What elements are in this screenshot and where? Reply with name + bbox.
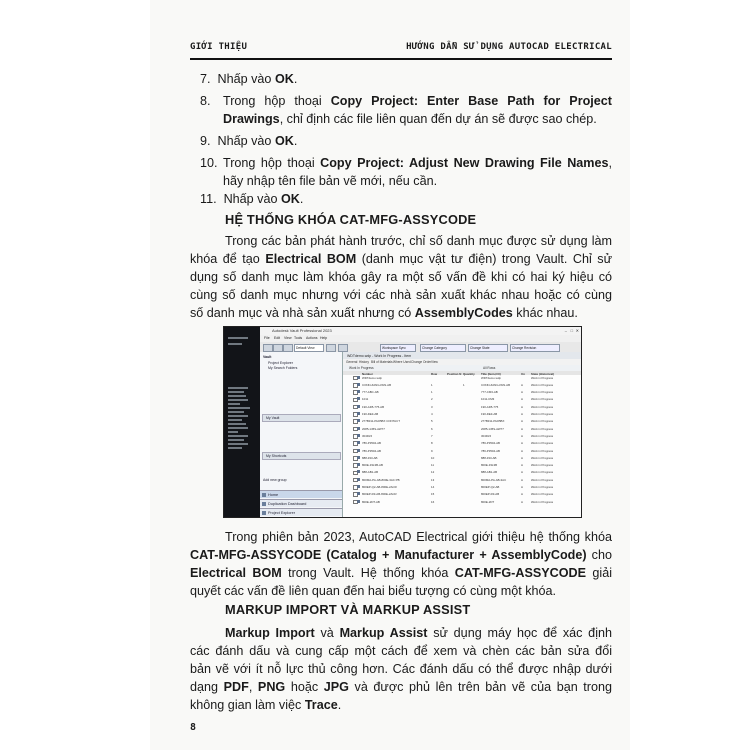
cell: 800EP-R3-AB-800E-2ACR — [362, 492, 397, 497]
table-row[interactable] — [343, 499, 581, 503]
home-icon — [262, 493, 266, 497]
table-row[interactable] — [343, 419, 581, 423]
cell: Work in Progress — [531, 470, 554, 475]
tree-search-folders[interactable]: My Search Folders — [268, 366, 298, 370]
cell: 2 — [431, 397, 433, 402]
cell: 888-AB1-AB — [362, 470, 379, 475]
cell: Work in Progress — [531, 477, 554, 482]
cell: 800E-2DT-AB — [362, 499, 380, 504]
step-8-line1: Trong hộp thoại Copy Project: Enter Base Path for Project — [223, 94, 612, 108]
step-10-line1: Trong hộp thoại Copy Project: Adjust New Drawing File Names, — [223, 156, 612, 170]
item-icon — [357, 376, 360, 379]
left-pane — [260, 352, 343, 517]
cell: WDTdemo.wdp — [481, 375, 501, 380]
cell: A — [521, 485, 523, 489]
change-state-button[interactable]: Change State — [468, 344, 508, 352]
cell: 800MA-PA-AB-3AC — [481, 477, 507, 482]
cell: 190-DE3-AB — [362, 412, 379, 416]
item-icon — [357, 478, 360, 481]
refresh-icon[interactable] — [273, 344, 283, 352]
step-8-line2: Drawings, chỉ định các file liên quan đến dự án sẽ được sao chép. — [223, 112, 597, 126]
cell: 304DL5 — [362, 433, 373, 438]
cell: A — [521, 455, 523, 460]
para1-line1: Trong các bản phát hành trước, chỉ số danh mục được sử dụng làm — [225, 234, 612, 248]
step-9: 9. Nhấp vào OK. — [200, 134, 298, 148]
cell: A — [521, 477, 523, 482]
column-header[interactable]: Row — [431, 371, 438, 376]
para3-line5: không gian làm việc Trace. — [190, 698, 342, 712]
cell: 800EP-R3-AB — [481, 492, 500, 497]
section-heading-cat-mfg: HỆ THỐNG KHÓA CAT-MFG-ASSYCODE — [225, 212, 477, 227]
cell: 800EP-Q2-AB — [481, 485, 500, 489]
menu-bar — [260, 335, 581, 342]
item-icon — [357, 470, 360, 473]
cell: 6 — [431, 426, 433, 431]
cell: 777-CM3-AB — [481, 390, 498, 395]
column-header[interactable]: Quantity — [463, 371, 475, 376]
cell: 2085-145S-AW77 — [362, 426, 385, 431]
table-row[interactable] — [343, 441, 581, 445]
cell: 1 — [431, 390, 433, 395]
table-row[interactable] — [343, 448, 581, 452]
table-row[interactable] — [343, 404, 581, 408]
para3-line1: Markup Import và Markup Assist sử dụng máy học để xác định — [225, 626, 612, 640]
item-icon — [357, 441, 360, 444]
cell: A — [521, 448, 523, 453]
cell: 15 — [431, 492, 435, 497]
table-row[interactable] — [343, 485, 581, 489]
menu-file[interactable]: File — [264, 336, 270, 340]
tree-project-explorer[interactable]: Project Explorer — [268, 361, 293, 365]
my-shortcuts-group[interactable]: My Shortcuts — [262, 452, 341, 460]
change-revision-button[interactable]: Change Revision — [510, 344, 560, 352]
cell: 11 — [431, 463, 435, 468]
table-row[interactable] — [343, 382, 581, 386]
cell: Work in Progress — [531, 382, 554, 387]
item-icon — [357, 485, 360, 488]
para2-line4: quyết các vấn đề liên quan đến hai biểu tượng có cùng một khóa. — [190, 584, 557, 598]
table-row[interactable] — [343, 477, 581, 481]
cell: 16 — [431, 499, 435, 504]
cell: Work in Progress — [531, 485, 554, 489]
step-8-num: 8. — [200, 94, 211, 108]
cell: Work in Progress — [531, 441, 554, 446]
cell: 800E-2DT — [481, 499, 495, 504]
new-icon[interactable] — [263, 344, 273, 352]
cell: A — [521, 470, 523, 475]
cell: 12 — [431, 470, 435, 475]
window-title: Autodesk Vault Professional 2023 — [272, 328, 332, 333]
tab-general[interactable]: General — [346, 360, 358, 364]
cell: CONN-ZANG-PAN-AB — [362, 382, 392, 387]
tab-history[interactable]: History — [359, 360, 369, 364]
cell: A — [521, 397, 523, 402]
menu-help[interactable]: Help — [320, 336, 328, 340]
main-panel — [343, 352, 581, 517]
nav-duplication-dashboard[interactable]: Duplication Dashboard — [260, 499, 342, 507]
filter-rows[interactable]: All Rows — [483, 366, 496, 370]
table-row[interactable] — [343, 433, 581, 437]
nav-home[interactable]: Home — [260, 490, 342, 498]
cell: Work in Progress — [531, 426, 554, 431]
cell: 10 — [431, 455, 435, 460]
item-icon — [357, 492, 360, 495]
workspace-sync-button[interactable]: Workspace Sync — [380, 344, 416, 352]
cell: A — [521, 463, 523, 468]
menu-tools[interactable]: Tools — [294, 336, 303, 340]
cell: A — [521, 390, 523, 395]
close-icon[interactable]: ✕ — [575, 328, 579, 333]
cell: 888-333-AB — [362, 455, 378, 460]
cell: CONN-ZANG-PAN-AB — [481, 382, 511, 387]
layout-icon[interactable] — [326, 344, 336, 352]
column-header[interactable]: Title (Item,CO) — [481, 371, 501, 376]
item-icon — [357, 456, 360, 459]
cell: A — [521, 419, 523, 424]
cell: 786-P3504-AB — [481, 441, 500, 446]
filter-state[interactable]: Work In Progress — [349, 366, 374, 370]
filter-icon[interactable] — [338, 344, 348, 352]
header-rule — [190, 58, 612, 60]
cell: Work in Progress — [531, 419, 554, 424]
menu-edit[interactable]: Edit — [274, 336, 281, 340]
cell: 888-AB1-AB — [481, 470, 498, 475]
tab-view[interactable]: View — [431, 360, 438, 364]
para1-line3: dụng số danh mục làm khóa gây ra một số vấn đề khi có hai ký hiệu có — [190, 270, 612, 284]
cell: Work in Progress — [531, 390, 554, 395]
item-icon — [357, 397, 360, 400]
add-new-group[interactable]: Add new group — [263, 478, 287, 482]
cell: 786-P3504-AB — [481, 448, 500, 453]
cell: 777-ABC-AB — [362, 390, 379, 395]
table-row[interactable] — [343, 426, 581, 430]
cell: 800MA-PA-AB-800E-3AC PB — [362, 477, 400, 482]
tree-root[interactable]: Vault — [263, 355, 272, 359]
cell: A — [521, 433, 523, 438]
cell: 8 — [431, 441, 433, 446]
cell: 7 — [431, 433, 433, 438]
item-icon — [357, 405, 360, 408]
cell: 2085-145S-AW77 — [481, 426, 504, 431]
cell: Work in Progress — [531, 455, 554, 460]
dark-nav-pane — [224, 327, 260, 517]
column-header[interactable]: Un — [521, 371, 525, 376]
cell: A — [521, 441, 523, 446]
tab-change-order[interactable]: Change Order — [411, 360, 432, 364]
item-icon — [357, 463, 360, 466]
dashboard-icon — [262, 502, 266, 506]
cell: 1011-CM3 — [481, 397, 495, 402]
para1-line4: cùng số danh mục nhưng với các nhà sản xuất khác nhau hoặc có cùng — [190, 288, 612, 302]
cell: 9 — [431, 448, 433, 453]
cell: Work in Progress — [531, 397, 554, 402]
cell: Work in Progress — [531, 433, 554, 438]
cell: Work in Progress — [531, 375, 554, 380]
table-row[interactable] — [343, 375, 581, 379]
cell: 190-AD5-775-AB — [362, 404, 385, 409]
item-icon — [357, 412, 360, 415]
cell: A — [521, 412, 523, 416]
tab-where-used[interactable]: Where Used — [393, 360, 411, 364]
para3-line3: bản vẽ với ít nỗ lực thủ công hơn. Các đánh dấu có thể được nhập dưới — [190, 662, 612, 676]
cell: 786-P3504-AB — [362, 448, 381, 453]
cell: 786-P3504-AB — [362, 441, 381, 446]
cell: A — [521, 404, 523, 409]
item-icon — [357, 500, 360, 503]
cell: 1 — [463, 382, 465, 387]
cell: 277B311-PH05BX CONTACT — [362, 419, 400, 424]
cell: Work in Progress — [531, 448, 554, 453]
cell: 304DL5 — [481, 433, 492, 438]
change-category-button[interactable]: Change Category — [420, 344, 466, 352]
table-row[interactable] — [343, 492, 581, 496]
minimize-icon[interactable]: – — [564, 328, 567, 333]
item-icon — [357, 390, 360, 393]
cell: 800EP-Q2-AB-800E-2ACR — [362, 485, 397, 489]
item-icon — [357, 427, 360, 430]
nav-project-explorer[interactable]: Project Explorer — [260, 508, 342, 516]
page-number: 8 — [190, 722, 197, 733]
menu-actions[interactable]: Actions — [306, 336, 318, 340]
cell: Work in Progress — [531, 499, 554, 504]
item-icon — [357, 449, 360, 452]
step-7: 7. Nhấp vào OK. — [200, 72, 298, 86]
cell: Work in Progress — [531, 492, 554, 497]
cell: A — [521, 426, 523, 431]
step-10-num: 10. — [200, 156, 218, 170]
cell: 4 — [431, 412, 433, 416]
cell: 14 — [431, 485, 435, 489]
table-row[interactable] — [343, 463, 581, 467]
cell: 277B311-PH05BX — [481, 419, 505, 424]
cell: Work in Progress — [531, 412, 554, 416]
cell: A — [521, 382, 523, 387]
item-icon — [357, 434, 360, 437]
cell: 13 — [431, 477, 435, 482]
menu-view[interactable]: View — [284, 336, 292, 340]
para2-line3: Electrical BOM trong Vault. Hệ thống khóa CAT-MFG-ASSYCODE giải — [190, 566, 612, 580]
cell: 1 — [431, 382, 433, 387]
cell: WDTdemo.wdp — [362, 375, 382, 380]
table-row[interactable] — [343, 470, 581, 474]
cell: A — [521, 499, 523, 504]
vault-screenshot — [223, 326, 582, 518]
cell: Work in Progress — [531, 404, 554, 409]
column-header[interactable]: State (Historical) — [531, 371, 554, 376]
table-row[interactable] — [343, 412, 581, 416]
section-heading-markup: MARKUP IMPORT VÀ MARKUP ASSIST — [225, 602, 471, 617]
header-left: GIỚI THIỆU — [190, 42, 248, 52]
para3-line2: các đánh dấu và cung cấp một cách để xem và chèn các bản sửa đổi — [190, 644, 612, 658]
view-select[interactable]: Default View — [294, 344, 324, 352]
item-icon — [357, 419, 360, 422]
maximize-icon[interactable]: □ — [570, 328, 573, 333]
table-row[interactable] — [343, 455, 581, 459]
column-header[interactable]: Number — [362, 371, 373, 376]
item-icon — [357, 383, 360, 386]
cell: 888-333-AB — [481, 455, 497, 460]
para2-line2: CAT-MFG-ASSYCODE (Catalog + Manufacturer + AssemblyCode) cho — [190, 548, 612, 562]
my-vault-group[interactable]: My Vault — [262, 414, 341, 422]
cell: 800E-33L3B-AB — [362, 463, 383, 468]
tab-bom[interactable]: Bill of Materials — [371, 360, 393, 364]
cell: 3 — [431, 404, 433, 409]
table-row[interactable] — [343, 390, 581, 394]
column-header[interactable]: Position N — [447, 371, 462, 376]
step-10-line2: hãy nhập tên file bản vẽ mới, nếu cần. — [223, 174, 438, 188]
cell: A — [521, 492, 523, 497]
step-11: 11. Nhấp vào OK. — [200, 192, 304, 206]
cell: 1011 — [362, 397, 369, 402]
cell: 190-AD5-775 — [481, 404, 499, 409]
para2-line1: Trong phiên bản 2023, AutoCAD Electrical giới thiệu hệ thống khóa — [225, 530, 612, 544]
search-icon[interactable] — [283, 344, 293, 352]
cell: 190-DE3-AB — [481, 412, 498, 416]
para1-line5: số danh mục và nhà sản xuất nhưng có AssemblyCodes khác nhau. — [190, 306, 578, 320]
document-tab[interactable]: WDTdemo.wdp - Work In Progress - Item — [347, 353, 412, 358]
para1-line2: khóa để tạo Electrical BOM (danh mục vật tư điện) trong Vault. Chỉ sử — [190, 252, 612, 266]
table-row[interactable] — [343, 397, 581, 401]
running-header — [190, 40, 612, 56]
para3-line4: dạng PDF, PNG hoặc JPG và được phủ lên trên bản vẽ của bạn trong — [190, 680, 612, 694]
cell: 800E-33L3B — [481, 463, 498, 468]
cell: Work in Progress — [531, 463, 554, 468]
header-right: HƯỚNG DẪN SỬ DỤNG AUTOCAD ELECTRICAL — [406, 42, 612, 52]
folder-icon — [262, 511, 266, 515]
cell: 5 — [431, 419, 433, 424]
